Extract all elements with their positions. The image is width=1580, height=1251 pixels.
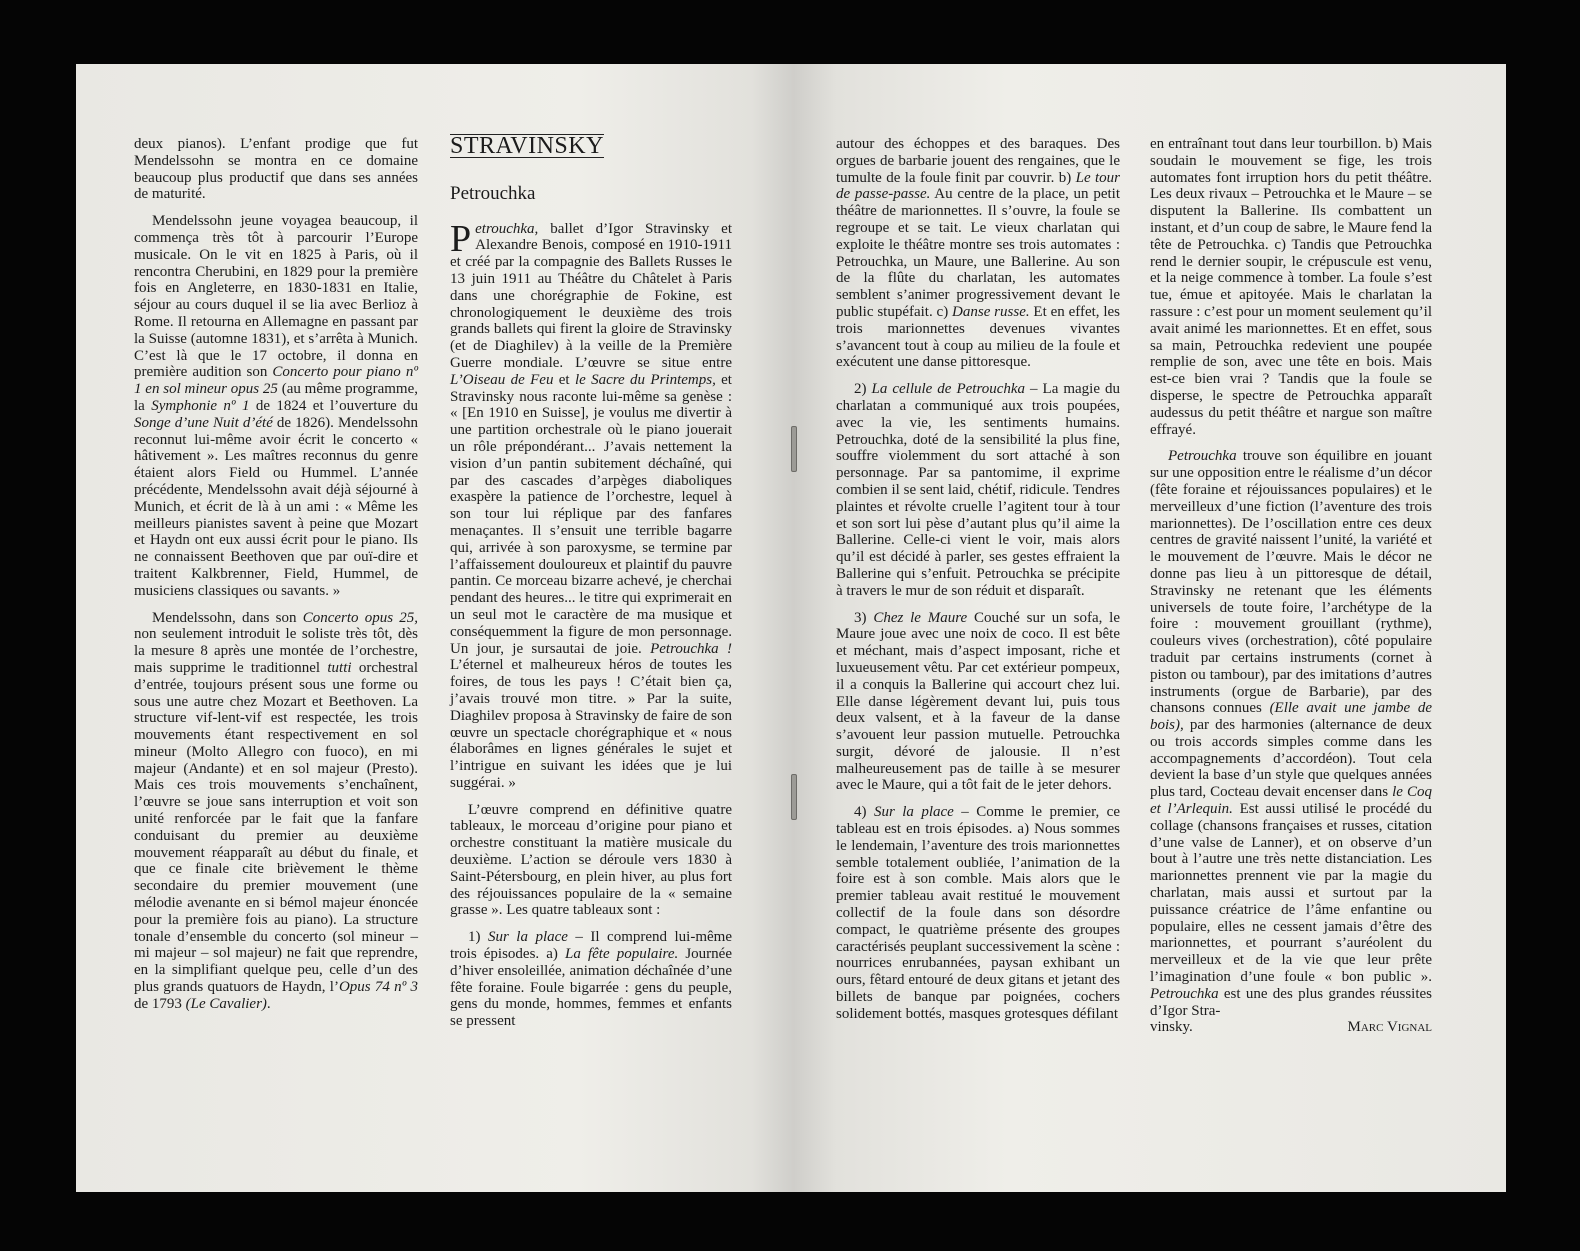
paragraph: Mendelssohn, dans son Concerto opus 25, non seulement introduit le soliste très tôt, dès la mesure 8 après une montée de l’orchestre, mais supprime le traditionnel tutti orchestral d’entrée, toujours présent sous une forme ou sous une autre chez Mozart et Beethoven. La structure vif-lent-vif est respectée, les trois mouvements étant respectivement en sol mineur (Molto Allegro con fuoco), en mi majeur (Andante) et en sol majeur (Presto). Mais ces trois mouvements s’enchaînent, l’œuvre se joue sans interruption et voit son unité renforcée par le fait que la fanfare conduisant du premier au deuxième mouvement réapparaît au début du finale, et que ce finale cite brièvement le thème secondaire du premier mouvement (une mélodie avenante en si bémol majeur énoncée pour la première fois au piano). La structure tonale d’ensemble du concerto (sol mineur – mi majeur – sol majeur) ne fait que reprendre, en la simplifiant quelque peu, celle d’un des plus grands quatuors de Haydn, l’Opus 74 nº 3 de 1793 (Le Cavalier). [134, 609, 419, 1012]
drop-cap: P [450, 217, 472, 260]
paragraph: Petrouchka trouve son équilibre en jouant sur une opposition entre le réalisme d’un décor (fête foraine et réjouissances populaires) et le merveilleux d’une fiction (l’aventure des trois marionnettes). De l’oscillation entre ces deux centres de gravité naissent l’unité, la variété et le mouvement de l’œuvre. Mais le décor ne donne pas lieu à un pittoresque de détail, Stravinsky ne retenant que les éléments universels de toute foire, l’archétype de la foire : mouvement grouillant (rythme), couleurs vives (orchestration), côté populaire traduit par certains instruments (cornet à piston ou tambour), par des imitations d’autres instruments (orgue de Barbarie), par des chansons connues (Elle avait une jambe de bois), par des harmonies (alternance de deux ou trois accords simples comme dans les accompagnements d’accordéon). Tout cela devient la base d’un style que quelques années plus tard, Cocteau devait encenser dans le Coq et l’Arlequin. Est aussi utilisé le procédé du collage (chansons françaises et russes, citation d’une valse de Lanner), et on observe d’un bout à l’autre une très nette distanciation. Les marionnettes prennent vie par la magie du charlatan, mais aussi et surtout par la puissance créatrice de l’âme enfantine ou populaire, elles ne cessent jamais d’être des marionnettes, et pourrant s’auréolent du merveilleux et de la vie que leur prête l’imagination d’une foule « bon public ». Petrouchka est une des plus grandes réussites d’Igor Stra- [1150, 448, 1432, 1019]
staple [791, 774, 797, 820]
paragraph: 3) Chez le Maure Couché sur un sofa, le Maure joue avec une noix de coco. Il est bête et méchant, mais d’aspect imposant, riche et luxueusement vêtu. Par cet extérieur pompeux, il a conquis la Ballerine qui accourt chez lui. Elle danse légèrement devant lui, puis tous deux valsent, et à la faveur de la danse s’avouent leur passion mutuelle. Petrouchka surgit, dévoré de jalousie. Il n’est malheureusement pas de taille à se mesurer avec le Maure, qui a tôt fait de le jeter dehors. [836, 609, 1120, 794]
paragraph: 2) La cellule de Petrouchka – La magie du charlatan a communiqué aux trois poupées, avec la vie, les sentiments humains. Petrouchka, doté de la sensibilité la plus fine, souffre violemment du sort attaché à son personnage. Par sa pantomime, il exprime combien il se sent laid, chétif, ridicule. Tendres plaintes et révolte cruelle l’agitent tour à tour et son sort lui pèse d’autant plus qu’il aime la Ballerine. Celle-ci vient le voir, mais alors qu’il est décidé à parler, ses gestes effraient la Ballerine qui s’enfuit. Petrouchka se précipite à travers le mur de son réduit et disparaît. [836, 381, 1120, 599]
article-subtitle: Petrouchka [450, 182, 536, 204]
left-page [76, 64, 794, 1192]
column-4 [1150, 136, 1432, 1036]
paragraph: Mendelssohn jeune voyagea beaucoup, il commença très tôt à parcourir l’Europe musicale. On le vit en 1825 à Paris, où il rencontra Cherubini, en 1829 pour la première fois en Angleterre, en 1830-1831 en Italie, séjour au cours duquel il se lia avec Berlioz à Rome. Il retourna en Allemagne en passant par la Suisse (automne 1831), et s’arrêta à Munich. C’est là que le 17 octobre, il donna en première audition son Concerto pour piano nº 1 en sol mineur opus 25 (au même programme, la Symphonie nº 1 de 1824 et l’ouverture du Songe d’une Nuit d’été de 1826). Mendelssohn reconnut lui-même avoir écrit le concerto « hâtivement ». Les maîtres reconnus du genre étaient alors Field ou Hummel. L’année précédente, Mendelssohn avait déjà séjourné à Munich, et écrit de là à un ami : « Même les meilleurs pianistes savent à peine que Mozart et Haydn ont eux aussi écrit pour le piano. Ils ne connaissent Beethoven que par ouï-dire et traitent Kalkbrenner, Field, Hummel, de musiciens classiques ou savants. » [134, 213, 419, 599]
paragraph: 4) Sur la place – Comme le premier, ce tableau est en trois épisodes. a) Nous sommes le lendemain, l’aventure des trois marionnettes semble totalement oubliée, l’animation de la foire est à son comble. Mais alors que le premier tableau avait restitué le mouvement collectif de la foule dans son désordre compact, le quatrième présente des groupes caractérisés peuplant successivement la scène : nourrices enrubannées, paysan exhibant un ours, fêtard entouré de deux gitans et jetant des billets de banque par poignées, cochers solidement bottés, masques grotesques défilant [836, 804, 1120, 1022]
paragraph: deux pianos). L’enfant prodige que fut Mendelssohn se montra en ce domaine beaucoup plus productif que dans ses années de maturité. [134, 136, 418, 203]
paragraph: 1) Sur la place – Il comprend lui-même trois épisodes. a) La fête populaire. Journée d’hiver ensoleillée, animation déchaînée d’une fête foraine. Foule bigarrée : gens du peuple, gens du monde, hommes, femmes et enfants se pressent [450, 929, 732, 1030]
column-2 [450, 134, 732, 1030]
paragraph: L’œuvre comprend en définitive quatre tableaux, le morceau d’origine pour piano et orchestre constituant la matière musicale du deuxième. L’action se déroule vers 1830 à Saint-Pétersbourg, en plein hiver, au plus fort des réjouissances populaire de la « semaine grasse ». Les quatre tableaux sont : [450, 801, 732, 919]
author-signature: Marc Vignal [1347, 1019, 1432, 1036]
last-word: vinsky. [1150, 1019, 1193, 1036]
column-3 [836, 136, 1120, 1023]
signature-line [1150, 1019, 1432, 1036]
staple [791, 426, 797, 472]
section-title: STRAVINSKY [450, 133, 604, 159]
paragraph: Petrouchka, ballet d’Igor Stravinsky et Alexandre Benois, composé en 1910-1911 et créé par la compagnie des Ballets Russes le 13 juin 1911 au Théâtre du Châtelet à Paris dans une chorégraphie de Fokine, est chronologiquement le deuxième des trois grands ballets qui firent la gloire de Stravinsky (et de Diaghilev) à la veille de la Première Guerre mondiale. L’œuvre se situe entre L’Oiseau de Feu et le Sacre du Printemps, et Stravinsky nous raconte lui-même sa genèse : « [En 1910 en Suisse], je voulus me divertir à une partition orchestrale où le piano jouerait un rôle prépondérant... J’avais nettement la vision d’un pantin subitement déchaîné, qui par des cascades d’arpèges diaboliques exaspère la patience de l’orchestre, lequel à son tour lui réplique par des fanfares menaçantes. Il s’ensuit une terrible bagarre qui, arrivée à son paroxysme, se termine par l’affaissement douloureux et plaintif du pauvre pantin. Ce morceau bizarre achevé, je cherchai pendant des heures... le titre qui exprimerait en un seul mot le caractère de ma musique et conséquemment la figure de mon personnage. Un jour, je sursautai de joie. Petrouchka ! L’éternel et malheureux héros de toutes les foires, de tous les pays ! C’était bien ça, j’avais trouvé mon titre. » Par la suite, Diaghilev proposa à Stravinsky de faire de son œuvre un spectacle chorégraphique et « nous élaborâmes en lignes générales le sujet et l’intrigue en suivant les idées que je lui suggérai. » [450, 217, 732, 791]
paragraph: autour des échoppes et des baraques. Des orgues de barbarie jouent des rengaines, que le tumulte de la foule finit par couvrir. b) Le tour de passe-passe. Au centre de la place, un petit théâtre de marionnettes. Il s’ouvre, la foule se regroupe et se tait. Le vieux charlatan qui exploite le théâtre montre ses trois automates : Petrouchka, un Maure, une Ballerine. Au son de la flûte du charlatan, les automates semblent s’animer progressivement devant le public stupéfait. c) Danse russe. Et en effet, les trois marionnettes devenues vivantes s’avancent tout à coup au milieu de la foule et exécutent une danse pittoresque. [836, 136, 1121, 371]
right-page [794, 64, 1506, 1192]
column-1 [134, 136, 418, 1013]
paragraph: en entraînant tout dans leur tourbillon. b) Mais soudain le mouvement se fige, les trois automates font irruption hors du petit théâtre. Les deux rivaux – Petrouchka et le Maure – se disputent la Ballerine. Ils combattent un instant, et d’un coup de sabre, le Maure fend la tête de Petrouchka. c) Tandis que Petrouchka rend le dernier soupir, le crépuscule est venu, et la neige commence à tomber. La foule s’est tue, émue et apitoyée. Mais le charlatan la rassure : c’est pour un moment seulement qu’il avait animé les marionnettes. Et en effet, sous sa main, Petrouchka redevient une poupée remplie de son, avec une tête en bois. Mais est-ce bien vrai ? Tandis que la foule se disperse, le spectre de Petrouchka apparaît audessus du petit théâtre et nargue son maître effrayé. [1150, 136, 1433, 438]
